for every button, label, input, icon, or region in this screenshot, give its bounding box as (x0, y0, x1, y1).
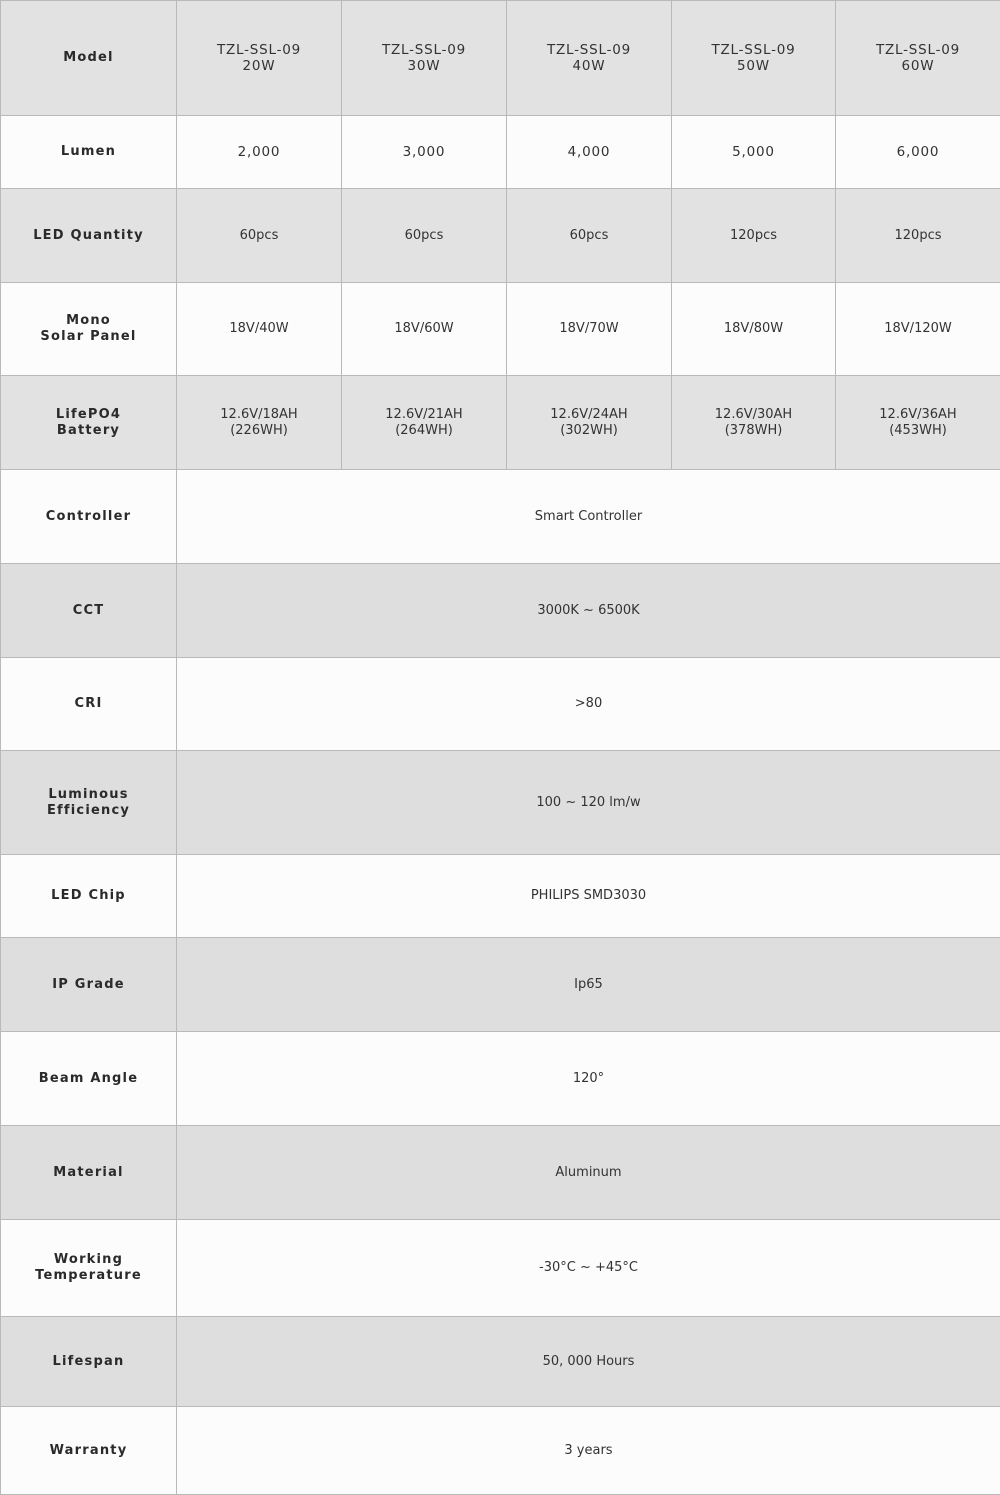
lumen-cell: 5,000 (672, 116, 836, 189)
solar-panel-cell: 18V/80W (672, 283, 836, 376)
controller-value: Smart Controller (177, 470, 1000, 564)
model-cell: TZL-SSL-09 30W (342, 1, 507, 116)
row-label-led-quantity: LED Quantity (1, 189, 177, 283)
lumen-cell: 6,000 (836, 116, 1000, 189)
row-lumen (1, 116, 1000, 189)
led-quantity-cell: 60pcs (507, 189, 672, 283)
solar-panel-cell: 18V/60W (342, 283, 507, 376)
row-label-lumen: Lumen (1, 116, 177, 189)
row-luminous-efficiency (1, 751, 1000, 855)
warranty-value: 3 years (177, 1407, 1000, 1495)
solar-panel-cell: 18V/70W (507, 283, 672, 376)
beam-angle-value: 120° (177, 1032, 1000, 1126)
row-beam-angle (1, 1032, 1000, 1126)
row-label-beam-angle: Beam Angle (1, 1032, 177, 1126)
row-working-temperature (1, 1220, 1000, 1317)
row-label-luminous-efficiency: Luminous Efficiency (1, 751, 177, 855)
row-lifespan (1, 1317, 1000, 1407)
lumen-cell: 4,000 (507, 116, 672, 189)
solar-panel-cell: 18V/120W (836, 283, 1000, 376)
row-led-chip (1, 855, 1000, 938)
model-cell: TZL-SSL-09 40W (507, 1, 672, 116)
row-battery (1, 376, 1000, 470)
row-label-warranty: Warranty (1, 1407, 177, 1495)
led-quantity-cell: 60pcs (177, 189, 342, 283)
row-label-material: Material (1, 1126, 177, 1220)
row-label-ip-grade: IP Grade (1, 938, 177, 1032)
battery-cell: 12.6V/18AH (226WH) (177, 376, 342, 470)
row-label-cri: CRI (1, 658, 177, 751)
row-label-model: Model (1, 1, 177, 116)
battery-cell: 12.6V/24AH (302WH) (507, 376, 672, 470)
row-warranty (1, 1407, 1000, 1495)
model-cell: TZL-SSL-09 20W (177, 1, 342, 116)
row-label-led-chip: LED Chip (1, 855, 177, 938)
solar-panel-cell: 18V/40W (177, 283, 342, 376)
row-model (1, 1, 1000, 116)
row-label-cct: CCT (1, 564, 177, 658)
row-label-solar-panel: Mono Solar Panel (1, 283, 177, 376)
led-quantity-cell: 60pcs (342, 189, 507, 283)
led-chip-value: PHILIPS SMD3030 (177, 855, 1000, 938)
row-ip-grade (1, 938, 1000, 1032)
model-cell: TZL-SSL-09 50W (672, 1, 836, 116)
ip-grade-value: Ip65 (177, 938, 1000, 1032)
cri-value: >80 (177, 658, 1000, 751)
battery-cell: 12.6V/21AH (264WH) (342, 376, 507, 470)
cct-value: 3000K ~ 6500K (177, 564, 1000, 658)
lifespan-value: 50, 000 Hours (177, 1317, 1000, 1407)
row-cct (1, 564, 1000, 658)
working-temperature-value: -30°C ~ +45°C (177, 1220, 1000, 1317)
led-quantity-cell: 120pcs (836, 189, 1000, 283)
row-material (1, 1126, 1000, 1220)
lumen-cell: 2,000 (177, 116, 342, 189)
battery-cell: 12.6V/36AH (453WH) (836, 376, 1000, 470)
lumen-cell: 3,000 (342, 116, 507, 189)
row-label-battery: LifePO4 Battery (1, 376, 177, 470)
row-solar-panel (1, 283, 1000, 376)
row-label-lifespan: Lifespan (1, 1317, 177, 1407)
led-quantity-cell: 120pcs (672, 189, 836, 283)
row-controller (1, 470, 1000, 564)
model-cell: TZL-SSL-09 60W (836, 1, 1000, 116)
luminous-efficiency-value: 100 ~ 120 lm/w (177, 751, 1000, 855)
row-label-controller: Controller (1, 470, 177, 564)
row-led-quantity (1, 189, 1000, 283)
row-label-working-temperature: Working Temperature (1, 1220, 177, 1317)
material-value: Aluminum (177, 1126, 1000, 1220)
battery-cell: 12.6V/30AH (378WH) (672, 376, 836, 470)
row-cri (1, 658, 1000, 751)
